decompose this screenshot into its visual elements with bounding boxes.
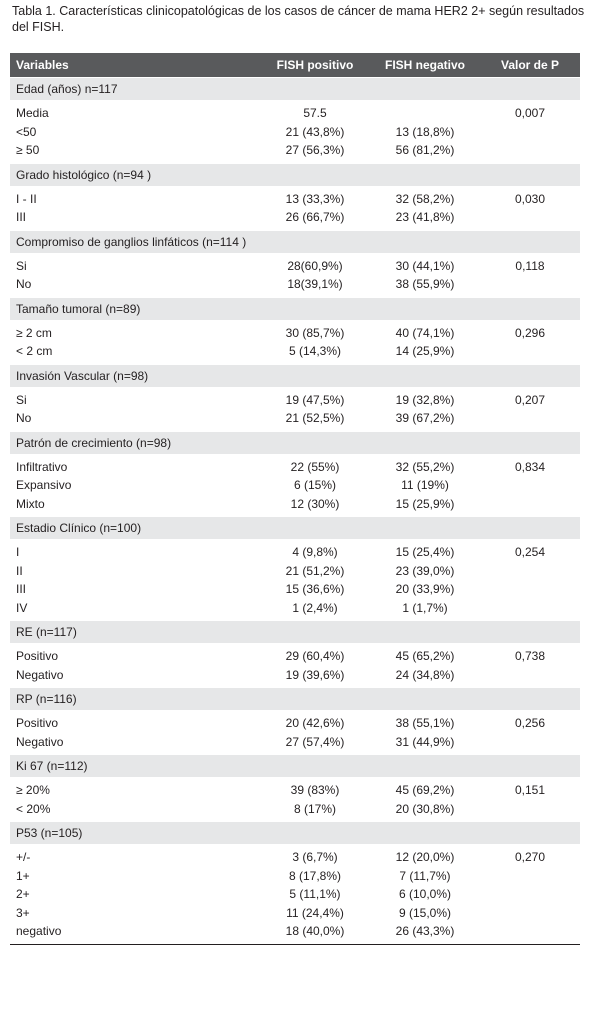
row-label: negativo: [10, 922, 260, 944]
fish-negative-value: 20 (30,8%): [395, 801, 455, 816]
p-value: [480, 562, 580, 581]
table-group: [10, 688, 580, 755]
row-label: I - II: [16, 191, 37, 206]
table-group: [10, 364, 580, 431]
fish-negative-value: 14 (25,9%): [395, 344, 455, 359]
p-value: 0,118: [515, 258, 545, 273]
fish-positive-value: 18 (40,0%): [260, 922, 370, 944]
group-header-row: [10, 688, 580, 711]
fish-negative-value: 39 (67,2%): [395, 411, 455, 426]
group-title: Compromiso de ganglios linfáticos (n=114 ): [10, 230, 580, 253]
p-value: [480, 580, 580, 599]
p-value: 0,151: [514, 783, 546, 798]
table-row: [10, 454, 580, 477]
table-group: [10, 517, 580, 621]
fish-positive-value: 29 (60,4%): [285, 649, 345, 664]
p-value: 0,254: [514, 545, 546, 560]
table-row: [10, 922, 580, 944]
p-value: [480, 123, 580, 142]
group-header-row: [10, 230, 580, 253]
fish-negative-value: 7 (11,7%): [399, 868, 451, 883]
fish-positive-value: 18(39,1%): [287, 277, 343, 292]
row-label: < 2 cm: [16, 344, 53, 359]
table-row: [10, 580, 580, 599]
fish-negative-value: 12 (20,0%): [395, 850, 455, 865]
fish-positive-value: 27 (57,4%): [285, 734, 345, 749]
table-row: [10, 844, 580, 867]
p-value: 0,270: [514, 850, 546, 865]
characteristics-table: [10, 53, 580, 945]
table-row: [10, 387, 580, 410]
fish-negative-value: 26 (43,3%): [370, 922, 480, 944]
fish-negative-value: 32 (58,2%): [395, 191, 455, 206]
table-row: [10, 186, 580, 209]
table-row: [10, 733, 580, 755]
fish-positive-value: 12 (30%): [290, 496, 340, 511]
group-header-row: [10, 755, 580, 778]
row-label: Media: [16, 106, 49, 121]
table-row: [10, 710, 580, 733]
table-row: [10, 562, 580, 581]
header-fish-positive: FISH positivo: [260, 53, 370, 78]
fish-negative-value: 45 (69,2%): [395, 783, 455, 798]
p-value: [480, 476, 580, 495]
row-label: I: [16, 545, 20, 560]
group-header-row: [10, 163, 580, 186]
table-row: [10, 320, 580, 343]
table-row: [10, 342, 580, 364]
table-row: [10, 275, 580, 297]
fish-positive-value: 57.5: [303, 106, 327, 121]
p-value: [480, 599, 580, 621]
fish-negative-value: 56 (81,2%): [395, 143, 455, 158]
table-row: [10, 800, 580, 822]
row-label: Expansivo: [16, 478, 72, 493]
p-value: [480, 904, 580, 923]
fish-negative-value: 9 (15,0%): [398, 905, 452, 920]
table-row: [10, 867, 580, 886]
fish-negative-value: 19 (32,8%): [395, 392, 455, 407]
fish-negative-value: 15 (25,9%): [395, 496, 455, 511]
fish-positive-value: 15 (36,6%): [285, 582, 345, 597]
table-row: [10, 208, 580, 230]
row-label: III: [16, 210, 27, 225]
fish-negative-value: 32 (55,2%): [395, 459, 455, 474]
fish-positive-value: 21 (51,2%): [285, 563, 345, 578]
p-value: [480, 666, 580, 688]
row-label: ≥ 2 cm: [16, 325, 52, 340]
row-label: No: [16, 411, 32, 426]
group-title: RP (n=116): [10, 688, 580, 711]
p-value: [480, 800, 580, 822]
row-label: ≥ 20%: [16, 783, 50, 798]
header-variables: Variables: [10, 53, 260, 78]
table-caption: Tabla 1. Características clinicopatológicas de los casos de cáncer de mama HER2 2+ según resultados del FISH.: [12, 4, 585, 34]
fish-positive-value: 28(60,9%): [287, 258, 343, 273]
table-header-row: [10, 53, 580, 78]
p-value: [480, 867, 580, 886]
table-group: [10, 431, 580, 517]
fish-negative-value: 38 (55,1%): [395, 716, 455, 731]
header-p-value: Valor de P: [480, 53, 580, 78]
table-group: [10, 78, 580, 164]
table-row: [10, 253, 580, 276]
fish-positive-value: 30 (85,7%): [285, 325, 345, 340]
table-row: [10, 666, 580, 688]
p-value: [480, 275, 580, 297]
row-label: II: [16, 563, 23, 578]
row-label: IV: [16, 600, 28, 615]
p-value: [480, 733, 580, 755]
fish-positive-value: 21 (43,8%): [285, 124, 345, 139]
table-row: [10, 141, 580, 163]
group-header-row: [10, 297, 580, 320]
row-label: Mixto: [16, 496, 45, 511]
table-row: [10, 495, 580, 517]
row-label: No: [16, 277, 32, 292]
fish-negative-value: 20 (33,9%): [395, 582, 455, 597]
row-label: 2+: [16, 887, 30, 902]
table-group: [10, 230, 580, 297]
fish-negative-value: 45 (65,2%): [395, 649, 455, 664]
group-title: P53 (n=105): [10, 822, 580, 845]
fish-negative-value: 40 (74,1%): [395, 325, 455, 340]
p-value: [480, 409, 580, 431]
table-row: [10, 777, 580, 800]
row-label: 3+: [16, 905, 30, 920]
fish-negative-value: 13 (18,8%): [395, 124, 455, 139]
row-label: <50: [16, 124, 37, 139]
fish-positive-value: 6 (15%): [293, 478, 337, 493]
fish-positive-value: 1 (2,4%): [292, 600, 338, 615]
group-header-row: [10, 431, 580, 454]
row-label: III: [16, 582, 27, 597]
fish-positive-value: 3 (6,7%): [292, 850, 338, 865]
fish-negative-value: 23 (41,8%): [395, 210, 455, 225]
fish-negative-value: 30 (44,1%): [395, 258, 455, 273]
fish-negative-value: 38 (55,9%): [395, 277, 455, 292]
fish-negative-value: 11 (19%): [401, 478, 449, 493]
fish-positive-value: 27 (56,3%): [285, 143, 345, 158]
row-label: Negativo: [16, 667, 64, 682]
p-value: 0,256: [514, 716, 546, 731]
group-title: Edad (años) n=117: [10, 78, 580, 101]
group-header-row: [10, 78, 580, 101]
fish-negative-value: 6 (10,0%): [398, 887, 452, 902]
table-row: [10, 539, 580, 562]
fish-positive-value: 8 (17%): [293, 801, 337, 816]
fish-positive-value: 13 (33,3%): [285, 191, 345, 206]
fish-positive-value: 11 (24,4%): [286, 905, 344, 920]
row-label: Positivo: [16, 716, 59, 731]
fish-positive-value: 4 (9,8%): [292, 545, 338, 560]
p-value: 0,296: [514, 325, 546, 340]
row-label: +/-: [16, 850, 31, 865]
p-value: [480, 495, 580, 517]
table-row: [10, 476, 580, 495]
table-group: [10, 163, 580, 230]
fish-negative-value: 23 (39,0%): [395, 563, 455, 578]
fish-positive-value: 20 (42,6%): [285, 716, 345, 731]
fish-negative-value: [370, 100, 480, 123]
p-value: 0,738: [514, 649, 546, 664]
group-header-row: [10, 621, 580, 644]
fish-negative-value: 15 (25,4%): [395, 545, 455, 560]
row-label: ≥ 50: [16, 143, 40, 158]
p-value: [480, 208, 580, 230]
table-group: [10, 297, 580, 364]
table-row: [10, 643, 580, 666]
table-row: [10, 123, 580, 142]
group-title: Grado histológico (n=94 ): [10, 163, 580, 186]
p-value: 0,834: [514, 459, 546, 474]
p-value: [480, 141, 580, 163]
table-row: [10, 885, 580, 904]
fish-positive-value: 5 (11,1%): [289, 887, 341, 902]
row-label: < 20%: [16, 801, 51, 816]
p-value: 0,007: [514, 106, 546, 121]
row-label: Si: [16, 392, 27, 407]
fish-positive-value: 8 (17,8%): [288, 868, 342, 883]
fish-positive-value: 39 (83%): [290, 783, 340, 798]
fish-positive-value: 22 (55%): [290, 459, 340, 474]
table-group: [10, 822, 580, 945]
table-row: [10, 100, 580, 123]
table-row: [10, 599, 580, 621]
group-title: Patrón de crecimiento (n=98): [10, 431, 580, 454]
fish-negative-value: 24 (34,8%): [395, 667, 455, 682]
group-header-row: [10, 517, 580, 540]
header-fish-negative: FISH negativo: [370, 53, 480, 78]
fish-positive-value: 5 (14,3%): [288, 344, 342, 359]
p-value: [480, 922, 580, 944]
fish-positive-value: 21 (52,5%): [285, 411, 345, 426]
row-label: Positivo: [16, 649, 59, 664]
group-title: RE (n=117): [10, 621, 580, 644]
fish-positive-value: 19 (47,5%): [285, 392, 345, 407]
table-row: [10, 904, 580, 923]
p-value: [480, 342, 580, 364]
group-title: Estadio Clínico (n=100): [10, 517, 580, 540]
fish-positive-value: 26 (66,7%): [285, 210, 345, 225]
group-header-row: [10, 364, 580, 387]
group-title: Invasión Vascular (n=98): [10, 364, 580, 387]
table-row: [10, 409, 580, 431]
group-header-row: [10, 822, 580, 845]
group-title: Ki 67 (n=112): [10, 755, 580, 778]
table-group: [10, 621, 580, 688]
row-label: Infiltrativo: [16, 459, 68, 474]
row-label: Negativo: [16, 734, 64, 749]
p-value: 0,207: [514, 392, 546, 407]
table-group: [10, 755, 580, 822]
p-value: 0,030: [514, 191, 546, 206]
fish-negative-value: 31 (44,9%): [395, 734, 455, 749]
row-label: Si: [16, 258, 27, 273]
p-value: [480, 885, 580, 904]
group-title: Tamaño tumoral (n=89): [10, 297, 580, 320]
row-label: 1+: [16, 868, 30, 883]
fish-positive-value: 19 (39,6%): [285, 667, 345, 682]
fish-negative-value: 1 (1,7%): [402, 600, 448, 615]
